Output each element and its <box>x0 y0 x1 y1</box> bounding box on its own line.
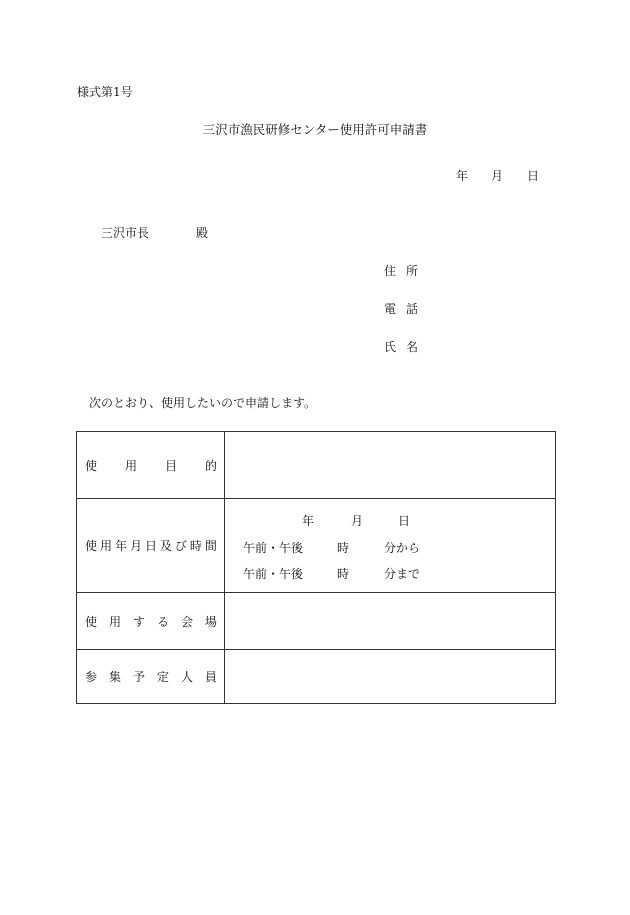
label-char: 会 <box>180 614 193 629</box>
label-char: 人 <box>180 670 193 684</box>
dt-end-hour: 時 <box>337 567 350 581</box>
name-char: 名 <box>405 340 418 354</box>
dt-start-minute: 分から <box>384 541 421 555</box>
label-char: 年 <box>114 539 127 553</box>
dt-start-hour: 時 <box>337 541 350 555</box>
address-char: 所 <box>405 264 418 278</box>
recipient-name: 三沢市長 <box>101 226 150 240</box>
label-char: 用 <box>124 458 137 473</box>
label-char: び <box>174 539 187 553</box>
label-char: 用 <box>99 539 112 553</box>
label-char: 参 <box>85 670 98 684</box>
label-char: 使 <box>85 539 98 553</box>
label-char: 使 <box>85 458 98 473</box>
dt-end-minute: 分まで <box>384 567 421 581</box>
label-char: 集 <box>108 670 121 684</box>
label-char: 及 <box>159 539 172 553</box>
label-char: 的 <box>204 458 217 473</box>
date-month-label: 月 <box>491 169 504 183</box>
label-char: 月 <box>129 539 142 553</box>
applicant-phone-label <box>384 303 418 315</box>
application-table <box>76 431 556 704</box>
dt-end-ampm: 午前・午後 <box>243 567 304 581</box>
label-char: 使 <box>85 614 98 629</box>
label-char: 予 <box>132 670 145 684</box>
document-title: 三沢市漁民研修センター使用許可申請書 <box>202 122 428 137</box>
intro-text: 次のとおり、使用したいので申請します。 <box>89 396 317 410</box>
purpose-value[interactable] <box>225 432 555 498</box>
table-row-datetime <box>77 498 555 592</box>
dt-year: 年 <box>302 514 315 528</box>
venue-label <box>77 593 225 649</box>
date-year-label: 年 <box>456 169 469 183</box>
label-char: 日 <box>144 539 157 553</box>
label-char: 定 <box>156 670 169 684</box>
datetime-value[interactable] <box>225 499 555 592</box>
label-char: 用 <box>108 614 121 629</box>
form-number: 様式第1号 <box>77 85 133 99</box>
label-char: す <box>132 614 145 629</box>
address-char: 住 <box>384 264 397 278</box>
phone-char: 電 <box>384 302 397 316</box>
label-char: 場 <box>204 614 217 629</box>
label-char: 目 <box>164 458 177 473</box>
venue-value[interactable] <box>225 593 555 649</box>
applicant-name-label <box>384 341 418 353</box>
applicant-address-label <box>384 265 418 277</box>
recipient-honorific: 殿 <box>196 226 209 240</box>
dt-start-ampm: 午前・午後 <box>243 541 304 555</box>
date-day-label: 日 <box>527 169 540 183</box>
phone-char: 話 <box>405 302 418 316</box>
dt-month: 月 <box>351 514 364 528</box>
label-char: 時 <box>189 539 202 553</box>
datetime-label <box>77 499 225 592</box>
purpose-label <box>77 432 225 498</box>
label-char: 員 <box>204 670 217 684</box>
attendees-label <box>77 650 225 703</box>
label-char: る <box>156 614 169 629</box>
attendees-value[interactable] <box>225 650 555 703</box>
table-row-purpose <box>77 432 555 498</box>
table-row-venue <box>77 592 555 649</box>
dt-day: 日 <box>398 514 411 528</box>
name-char: 氏 <box>384 340 397 354</box>
table-row-attendees <box>77 649 555 703</box>
label-char: 間 <box>204 539 217 553</box>
